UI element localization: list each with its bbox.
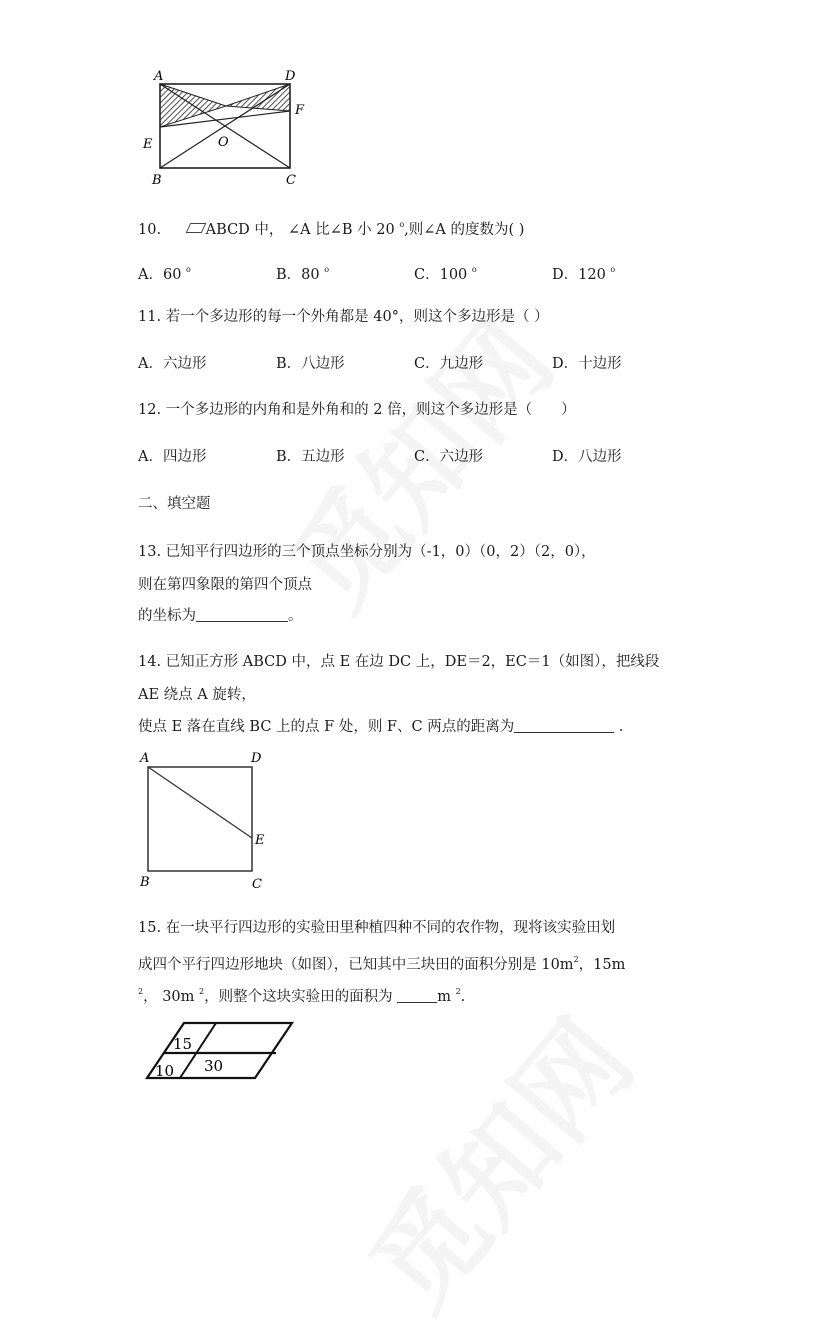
- svg-text:F: F: [295, 103, 305, 118]
- option-c: C．九边形: [414, 356, 484, 372]
- svg-text:D: D: [285, 69, 296, 84]
- svg-text:E: E: [143, 137, 153, 152]
- question-14-line3: 使点 E 落在直线 BC 上的点 F 处，则 F、C 两点的距离为 .: [138, 719, 624, 735]
- option-c: C．100 $^o$: [414, 265, 477, 283]
- question-13-line1: 13. 已知平行四边形的三个顶点坐标分别为（-1，0）（0，2）（2，0），: [138, 544, 596, 560]
- option-a: A．60 $^o$: [138, 265, 191, 283]
- question-11: 11. 若一个多边形的每一个外角都是 40°，则这个多边形是（ ）: [138, 309, 549, 325]
- figure-square: [138, 748, 278, 890]
- svg-text:E: E: [255, 833, 265, 848]
- option-c: C．六边形: [414, 449, 484, 465]
- svg-text:C: C: [252, 877, 262, 890]
- svg-text:30: 30: [204, 1057, 224, 1075]
- option-d: D．120 $^o$: [552, 265, 616, 283]
- svg-text:10: 10: [155, 1062, 175, 1080]
- svg-text:D: D: [251, 751, 262, 766]
- answer-blank[interactable]: [514, 718, 614, 733]
- answer-blank[interactable]: [397, 988, 437, 1003]
- question-15-line2: 成四个平行四边形地块（如图），已知其中三块田的面积分别是 $10m^2$，15m: [138, 955, 626, 973]
- question-number: 10.: [138, 222, 162, 238]
- option-a: A．六边形: [138, 356, 207, 372]
- option-b: B．五边形: [276, 449, 345, 465]
- svg-text:O: O: [218, 135, 229, 150]
- svg-text:B: B: [152, 173, 162, 188]
- question-14-line2: AE 绕点 A 旋转，: [138, 687, 256, 703]
- svg-text:C: C: [286, 173, 296, 188]
- question-14-line1: 14. 已知正方形 ABCD 中，点 E 在边 DC 上，DE＝2，EC＝1（如图），把线段: [138, 654, 660, 670]
- parallelogram-icon: [185, 223, 206, 233]
- question-12: 12. 一个多边形的内角和是外角和的 2 倍，则这个多边形是（ ）: [138, 402, 576, 418]
- question-15-line3: $^2$， 30m $^2$，则整个这块实验田的面积为 m $^2$.: [138, 987, 466, 1005]
- question-13-line2: 则在第四象限的第四个顶点: [138, 577, 312, 593]
- figure-parallelogram: [140, 1016, 300, 1086]
- question-13-line3: 的坐标为 。: [138, 608, 303, 624]
- figure-rectangle-shaded: [140, 66, 310, 188]
- section-title: 二、填空题: [138, 496, 211, 512]
- question-15-line1: 15. 在一块平行四边形的实验田里种植四种不同的农作物，现将该实验田划: [138, 920, 616, 936]
- svg-text:A: A: [140, 751, 150, 766]
- svg-text:A: A: [154, 69, 164, 84]
- watermark: [328, 982, 661, 1336]
- svg-text:15: 15: [173, 1035, 193, 1053]
- answer-blank[interactable]: [196, 607, 288, 622]
- option-a: A．四边形: [138, 449, 207, 465]
- svg-text:B: B: [140, 875, 150, 890]
- option-b: B．八边形: [276, 356, 345, 372]
- question-10: 10. ABCD 中， ∠A 比∠B 小 20 $^o$,则∠A 的度数为( ): [138, 220, 525, 238]
- option-d: D．十边形: [552, 356, 622, 372]
- option-d: D．八边形: [552, 449, 622, 465]
- option-b: B．80 $^o$: [276, 265, 330, 283]
